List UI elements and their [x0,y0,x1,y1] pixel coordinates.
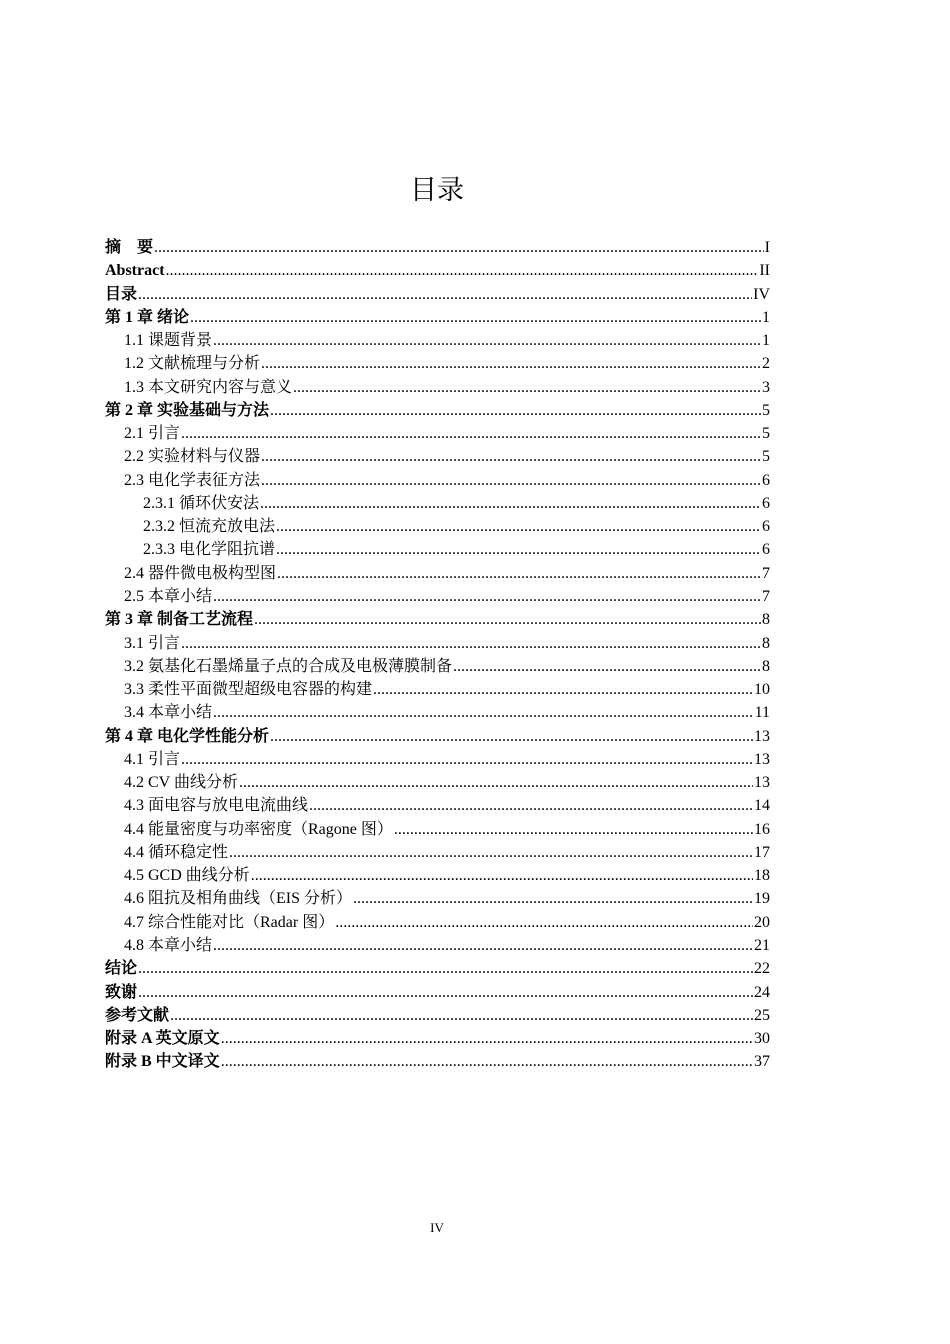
toc-entry[interactable] [105,562,770,585]
toc-entry[interactable] [105,515,770,538]
toc-dot-leader [138,283,752,306]
toc-entry[interactable] [105,352,770,375]
toc-entry-page: 37 [754,1053,770,1071]
toc-dot-leader [293,376,761,399]
toc-entry-page: 1 [762,332,770,350]
toc-entry-title: 1.1 课题背景 [124,332,213,350]
toc-entry-page: 8 [762,634,770,652]
toc-entry-title: 第 1 章 绪论 [105,308,190,326]
toc-entry-title: 4.3 面电容与放电电流曲线 [124,797,309,815]
toc-entry-title: 2.3 电化学表征方法 [124,471,261,489]
toc-entry[interactable] [105,725,770,748]
toc-entry-page: 13 [754,750,770,768]
toc-entry-title: 4.8 本章小结 [124,936,213,954]
toc-entry-title: 2.4 器件微电极构型图 [124,564,277,582]
toc-entry-page: II [759,262,770,280]
toc-entry-page: 13 [754,727,770,745]
toc-entry[interactable] [105,632,770,655]
toc-entry-title: 2.1 引言 [124,425,181,443]
toc-dot-leader [277,562,761,585]
toc-entry-title: 摘 要 [105,239,154,256]
toc-entry[interactable] [105,376,770,399]
toc-entry-page: 20 [754,913,770,931]
toc-entry-title: 1.3 本文研究内容与意义 [124,378,293,396]
toc-dot-leader [309,794,753,817]
toc-entry[interactable] [105,748,770,771]
toc-entry-page: 8 [762,657,770,675]
toc-dot-leader [254,608,761,631]
toc-entry-page: 3 [762,378,770,396]
toc-entry-title: 1.2 文献梳理与分析 [124,355,261,373]
toc-dot-leader [453,655,761,678]
toc-entry[interactable] [105,306,770,329]
toc-dot-leader [261,445,761,468]
toc-entry[interactable] [105,957,770,980]
toc-entry-title: 结论 [105,960,138,978]
toc-entry-title: 第 4 章 电化学性能分析 [105,727,270,745]
toc-entry[interactable] [105,701,770,724]
toc-entry-title: 4.6 阻抗及相角曲线（EIS 分析） [124,890,353,908]
toc-entry[interactable] [105,329,770,352]
toc-entry[interactable] [105,1027,770,1050]
toc-entry-title: 4.1 引言 [124,750,181,768]
toc-entry-page: 13 [754,774,770,792]
toc-entry-page: 5 [762,448,770,466]
toc-entry[interactable] [105,259,770,282]
toc-entry-page: 8 [762,611,770,629]
toc-entry-page: 10 [754,681,770,699]
toc-entry-page: 5 [762,425,770,443]
toc-dot-leader [213,934,753,957]
toc-dot-leader [353,887,753,910]
toc-dot-leader [270,725,753,748]
toc-entry[interactable] [105,911,770,934]
toc-dot-leader [260,492,761,515]
toc-entry-title: 4.7 综合性能对比（Radar 图） [124,913,335,931]
page-number-footer: IV [430,1220,444,1235]
toc-dot-leader [251,864,753,887]
toc-entry-page: 1 [762,308,770,326]
toc-entry[interactable] [105,841,770,864]
toc-entry-title: 4.4 循环稳定性 [124,843,229,861]
toc-entry[interactable] [105,981,770,1004]
toc-entry-page: 19 [754,890,770,908]
toc-entry[interactable] [105,655,770,678]
toc-entry-title: 目录 [105,285,138,303]
toc-entry-title: 第 2 章 实验基础与方法 [105,401,270,419]
toc-dot-leader [335,911,753,934]
toc-entry[interactable] [105,469,770,492]
toc-dot-leader [170,1004,753,1027]
toc-dot-leader [261,352,761,375]
toc-entry-page: 22 [754,960,770,978]
toc-entry-title: 2.3.3 电化学阻抗谱 [143,541,276,559]
toc-dot-leader [154,236,764,259]
toc-entry[interactable] [105,1050,770,1073]
toc-entry[interactable] [105,492,770,515]
toc-entry-title: 附录 A 英文原文 [105,1030,220,1048]
toc-entry-page: 11 [754,704,770,722]
toc-dot-leader [181,422,761,445]
toc-entry-title: 2.2 实验材料与仪器 [124,448,261,466]
toc-entry-page: 21 [754,936,770,954]
toc-entry-page: 6 [762,541,770,559]
toc-entry-page: 14 [754,797,770,815]
toc-entry-page: 6 [762,518,770,536]
toc-entry-title: 2.3.1 循环伏安法 [143,494,260,512]
toc-dot-leader [138,957,753,980]
toc-dot-leader [239,771,753,794]
toc-entry-title: 4.5 GCD 曲线分析 [124,867,250,885]
toc-entry-page: 17 [754,843,770,861]
toc-dot-leader [213,329,761,352]
toc-entry-page: 24 [754,983,770,1001]
toc-entry-title: 第 3 章 制备工艺流程 [105,611,254,629]
toc-entry-page: 7 [762,564,770,582]
toc-entry-page: 16 [754,820,770,838]
toc-entry-page: 25 [754,1006,770,1024]
toc-entry-title: 3.2 氨基化石墨烯量子点的合成及电极薄膜制备 [124,657,453,675]
toc-dot-leader [221,1050,753,1073]
toc-entry[interactable] [105,794,770,817]
toc-entry-title: 3.3 柔性平面微型超级电容器的构建 [124,681,373,699]
toc-entry-page: 30 [754,1030,770,1048]
toc-entry-title: 4.4 能量密度与功率密度（Ragone 图） [124,820,393,838]
toc-dot-leader [373,678,753,701]
toc-dot-leader [213,701,754,724]
toc-entry[interactable] [105,538,770,561]
toc-entry[interactable] [105,771,770,794]
toc-dot-leader [276,515,761,538]
toc-entry-title: 致谢 [105,983,138,1001]
toc-entry[interactable] [105,399,770,422]
toc-entry[interactable] [105,934,770,957]
page-title: 目录 [410,175,464,206]
toc-entry[interactable] [105,236,770,259]
toc-entry-page: I [764,239,770,256]
toc-entry-page: 6 [762,494,770,512]
toc-entry[interactable] [105,887,770,910]
toc-dot-leader [181,748,753,771]
toc-entry[interactable] [105,422,770,445]
toc-dot-leader [181,632,761,655]
toc-entry[interactable] [105,864,770,887]
toc-dot-leader [166,259,759,282]
toc-dot-leader [229,841,753,864]
toc-dot-leader [138,981,753,1004]
toc-entry-title: 3.1 引言 [124,634,181,652]
toc-dot-leader [221,1027,753,1050]
toc-entry[interactable] [105,608,770,631]
toc-entry[interactable] [105,818,770,841]
toc-entry[interactable] [105,445,770,468]
toc-entry-page: IV [753,285,770,303]
toc-entry-page: 2 [762,355,770,373]
toc-dot-leader [190,306,761,329]
toc-dot-leader [394,818,753,841]
toc-entry-page: 18 [754,867,770,885]
toc-entry-title: 4.2 CV 曲线分析 [124,774,238,792]
toc-entry-title: 参考文献 [105,1006,170,1024]
toc-entry-page: 7 [762,587,770,605]
toc-entry-title: 3.4 本章小结 [124,704,213,722]
toc-entry-title: 2.5 本章小结 [124,587,213,605]
toc-entry-page: 6 [762,471,770,489]
toc-entry-title: 附录 B 中文译文 [105,1053,220,1071]
toc-entry-title: Abstract [105,262,165,280]
toc-entry-page: 5 [762,401,770,419]
toc-entry[interactable] [105,1004,770,1027]
toc-entry[interactable] [105,678,770,701]
toc-entry[interactable] [105,283,770,306]
toc-dot-leader [270,399,761,422]
toc-entry-title: 2.3.2 恒流充放电法 [143,518,276,536]
toc-dot-leader [261,469,761,492]
toc-dot-leader [276,538,761,561]
table-of-contents [105,236,770,1074]
toc-entry[interactable] [105,585,770,608]
toc-dot-leader [213,585,761,608]
